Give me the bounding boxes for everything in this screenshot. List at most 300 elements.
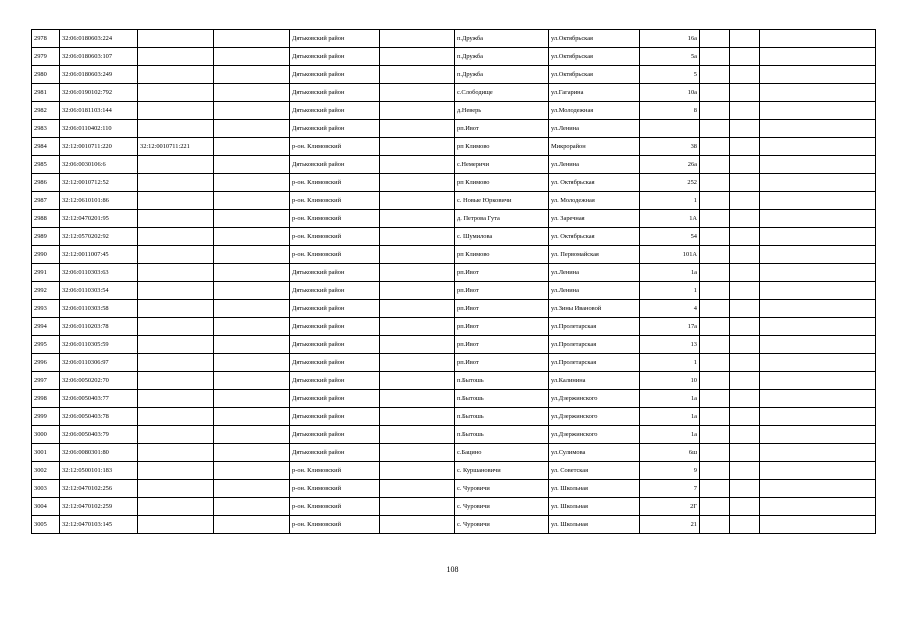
empty-cell <box>700 318 730 336</box>
cadastral-number-cell: 32:06:0080301:80 <box>60 444 138 462</box>
empty-cell <box>730 210 760 228</box>
empty-cell <box>760 426 876 444</box>
row-number-cell: 2987 <box>32 192 60 210</box>
empty-cell <box>760 480 876 498</box>
table-row <box>32 390 876 408</box>
row-number-cell: 2999 <box>32 408 60 426</box>
street-cell: ул. Школьная <box>549 516 640 534</box>
row-number-cell: 2986 <box>32 174 60 192</box>
empty-cell <box>214 192 290 210</box>
table-body <box>32 30 876 534</box>
table-row <box>32 228 876 246</box>
empty-cell <box>760 498 876 516</box>
table-row <box>32 66 876 84</box>
empty-cell <box>700 444 730 462</box>
cadastral-number-cell: 32:12:0610101:86 <box>60 192 138 210</box>
empty-cell <box>760 30 876 48</box>
empty-cell <box>760 228 876 246</box>
empty-cell <box>380 498 455 516</box>
house-number-cell: 101А <box>640 246 700 264</box>
cadastral-number-cell: 32:12:0011007:45 <box>60 246 138 264</box>
locality-cell: с. Чуровичи <box>455 498 549 516</box>
house-number-cell <box>640 120 700 138</box>
table-row <box>32 156 876 174</box>
row-number-cell: 2991 <box>32 264 60 282</box>
empty-cell <box>214 210 290 228</box>
empty-cell <box>760 354 876 372</box>
cadastral-number-cell: 32:06:0050403:77 <box>60 390 138 408</box>
cadastral-number-cell: 32:06:0050403:78 <box>60 408 138 426</box>
empty-cell <box>730 174 760 192</box>
table-row <box>32 174 876 192</box>
cadastral-number-cell: 32:12:0470102:256 <box>60 480 138 498</box>
row-number-cell: 3005 <box>32 516 60 534</box>
empty-cell <box>760 66 876 84</box>
street-cell: ул. Первомайская <box>549 246 640 264</box>
locality-cell: п.Бытошь <box>455 426 549 444</box>
row-number-cell: 2989 <box>32 228 60 246</box>
empty-cell <box>730 498 760 516</box>
house-number-cell: 1а <box>640 408 700 426</box>
empty-cell <box>730 480 760 498</box>
empty-cell <box>380 354 455 372</box>
district-cell: Дятьковский район <box>290 264 380 282</box>
house-number-cell: 6ш <box>640 444 700 462</box>
empty-cell <box>380 444 455 462</box>
house-number-cell: 4 <box>640 300 700 318</box>
street-cell: ул.Пролетарская <box>549 336 640 354</box>
empty-cell <box>214 498 290 516</box>
linked-cadastral-number-cell <box>138 156 214 174</box>
locality-cell: рп Климово <box>455 174 549 192</box>
row-number-cell: 2983 <box>32 120 60 138</box>
locality-cell: рп Климово <box>455 138 549 156</box>
empty-cell <box>214 408 290 426</box>
cadastral-number-cell: 32:06:0180603:224 <box>60 30 138 48</box>
table-row <box>32 120 876 138</box>
empty-cell <box>700 156 730 174</box>
row-number-cell: 3000 <box>32 426 60 444</box>
linked-cadastral-number-cell <box>138 516 214 534</box>
empty-cell <box>700 246 730 264</box>
district-cell: Дятьковский район <box>290 84 380 102</box>
table-row <box>32 516 876 534</box>
empty-cell <box>380 426 455 444</box>
cadastral-number-cell: 32:06:0050202:70 <box>60 372 138 390</box>
empty-cell <box>760 264 876 282</box>
linked-cadastral-number-cell <box>138 192 214 210</box>
empty-cell <box>730 102 760 120</box>
district-cell: Дятьковский район <box>290 336 380 354</box>
locality-cell: п.Бытошь <box>455 372 549 390</box>
empty-cell <box>700 480 730 498</box>
locality-cell: п.Дружба <box>455 48 549 66</box>
empty-cell <box>700 354 730 372</box>
house-number-cell: 5 <box>640 66 700 84</box>
empty-cell <box>380 408 455 426</box>
empty-cell <box>380 102 455 120</box>
locality-cell: с.Немеричи <box>455 156 549 174</box>
locality-cell: с. Куршановичи <box>455 462 549 480</box>
empty-cell <box>700 174 730 192</box>
empty-cell <box>730 192 760 210</box>
street-cell: ул.Пролетарская <box>549 354 640 372</box>
street-cell: ул.Октябрьская <box>549 48 640 66</box>
locality-cell: рп Климово <box>455 246 549 264</box>
street-cell: ул. Октябрьская <box>549 228 640 246</box>
empty-cell <box>700 264 730 282</box>
house-number-cell: 1а <box>640 390 700 408</box>
row-number-cell: 2984 <box>32 138 60 156</box>
linked-cadastral-number-cell <box>138 48 214 66</box>
empty-cell <box>214 516 290 534</box>
empty-cell <box>730 408 760 426</box>
empty-cell <box>214 66 290 84</box>
table-row <box>32 192 876 210</box>
table-row <box>32 264 876 282</box>
empty-cell <box>730 354 760 372</box>
district-cell: Дятьковский район <box>290 426 380 444</box>
district-cell: Дятьковский район <box>290 444 380 462</box>
street-cell: ул. Заречная <box>549 210 640 228</box>
empty-cell <box>730 138 760 156</box>
locality-cell: с. Чуровичи <box>455 480 549 498</box>
empty-cell <box>730 300 760 318</box>
empty-cell <box>730 30 760 48</box>
empty-cell <box>380 282 455 300</box>
locality-cell: с. Чуровичи <box>455 516 549 534</box>
empty-cell <box>214 120 290 138</box>
empty-cell <box>730 318 760 336</box>
linked-cadastral-number-cell <box>138 426 214 444</box>
empty-cell <box>760 390 876 408</box>
table-row <box>32 84 876 102</box>
street-cell: ул.Гагарина <box>549 84 640 102</box>
street-cell: ул.Дзержинского <box>549 408 640 426</box>
empty-cell <box>760 282 876 300</box>
row-number-cell: 2978 <box>32 30 60 48</box>
street-cell: ул. Школьная <box>549 498 640 516</box>
empty-cell <box>380 30 455 48</box>
empty-cell <box>730 48 760 66</box>
cadastral-number-cell: 32:12:0010712:52 <box>60 174 138 192</box>
empty-cell <box>700 102 730 120</box>
row-number-cell: 2981 <box>32 84 60 102</box>
locality-cell: с.Бацино <box>455 444 549 462</box>
house-number-cell: 2Г <box>640 498 700 516</box>
table-row <box>32 444 876 462</box>
house-number-cell: 10 <box>640 372 700 390</box>
empty-cell <box>380 84 455 102</box>
empty-cell <box>214 48 290 66</box>
row-number-cell: 2997 <box>32 372 60 390</box>
cadastral-number-cell: 32:06:0110303:54 <box>60 282 138 300</box>
house-number-cell: 252 <box>640 174 700 192</box>
row-number-cell: 3001 <box>32 444 60 462</box>
empty-cell <box>214 228 290 246</box>
empty-cell <box>730 426 760 444</box>
linked-cadastral-number-cell <box>138 30 214 48</box>
cadastral-number-cell: 32:12:0470102:259 <box>60 498 138 516</box>
table-row <box>32 498 876 516</box>
street-cell: ул.Дзержинского <box>549 426 640 444</box>
cadastral-number-cell: 32:06:0110402:110 <box>60 120 138 138</box>
cadastral-number-cell: 32:06:0110305:59 <box>60 336 138 354</box>
district-cell: р-он. Климовский <box>290 462 380 480</box>
empty-cell <box>380 228 455 246</box>
district-cell: р-он. Климовский <box>290 480 380 498</box>
house-number-cell: 1А <box>640 210 700 228</box>
empty-cell <box>700 372 730 390</box>
locality-cell: д. Петрова Гута <box>455 210 549 228</box>
district-cell: Дятьковский район <box>290 282 380 300</box>
linked-cadastral-number-cell <box>138 228 214 246</box>
empty-cell <box>700 120 730 138</box>
empty-cell <box>214 480 290 498</box>
locality-cell: с. Шумилова <box>455 228 549 246</box>
cadastral-number-cell: 32:06:0190102:792 <box>60 84 138 102</box>
street-cell: ул.Октябрьская <box>549 66 640 84</box>
row-number-cell: 2980 <box>32 66 60 84</box>
locality-cell: п.Дружба <box>455 66 549 84</box>
empty-cell <box>760 84 876 102</box>
district-cell: р-он. Климовский <box>290 174 380 192</box>
district-cell: р-он. Климовский <box>290 246 380 264</box>
page-number: 108 <box>446 565 459 574</box>
house-number-cell: 16а <box>640 30 700 48</box>
linked-cadastral-number-cell <box>138 120 214 138</box>
locality-cell: рп.Ивот <box>455 120 549 138</box>
linked-cadastral-number-cell <box>138 498 214 516</box>
district-cell: р-он. Климовский <box>290 138 380 156</box>
empty-cell <box>730 228 760 246</box>
row-number-cell: 2998 <box>32 390 60 408</box>
empty-cell <box>760 444 876 462</box>
empty-cell <box>700 426 730 444</box>
empty-cell <box>700 30 730 48</box>
empty-cell <box>380 336 455 354</box>
empty-cell <box>760 408 876 426</box>
row-number-cell: 2994 <box>32 318 60 336</box>
empty-cell <box>380 480 455 498</box>
table-row <box>32 318 876 336</box>
table-row <box>32 336 876 354</box>
street-cell: ул.Ленина <box>549 120 640 138</box>
linked-cadastral-number-cell <box>138 246 214 264</box>
house-number-cell: 1 <box>640 354 700 372</box>
linked-cadastral-number-cell: 32:12:0010711:221 <box>138 138 214 156</box>
empty-cell <box>760 138 876 156</box>
linked-cadastral-number-cell <box>138 390 214 408</box>
district-cell: р-он. Климовский <box>290 498 380 516</box>
cadastral-number-cell: 32:06:0110306:97 <box>60 354 138 372</box>
empty-cell <box>380 390 455 408</box>
empty-cell <box>214 426 290 444</box>
empty-cell <box>214 156 290 174</box>
empty-cell <box>760 102 876 120</box>
empty-cell <box>380 318 455 336</box>
empty-cell <box>380 120 455 138</box>
table-row <box>32 48 876 66</box>
table-row <box>32 426 876 444</box>
row-number-cell: 3004 <box>32 498 60 516</box>
empty-cell <box>380 264 455 282</box>
house-number-cell: 26а <box>640 156 700 174</box>
empty-cell <box>214 30 290 48</box>
locality-cell: рп.Ивот <box>455 264 549 282</box>
empty-cell <box>214 246 290 264</box>
table-row <box>32 282 876 300</box>
row-number-cell: 2990 <box>32 246 60 264</box>
empty-cell <box>214 462 290 480</box>
empty-cell <box>380 516 455 534</box>
cadastral-number-cell: 32:06:0181103:144 <box>60 102 138 120</box>
empty-cell <box>700 498 730 516</box>
linked-cadastral-number-cell <box>138 318 214 336</box>
street-cell: Микрорайон <box>549 138 640 156</box>
empty-cell <box>380 156 455 174</box>
empty-cell <box>700 138 730 156</box>
empty-cell <box>700 282 730 300</box>
district-cell: Дятьковский район <box>290 408 380 426</box>
district-cell: Дятьковский район <box>290 66 380 84</box>
empty-cell <box>380 66 455 84</box>
row-number-cell: 3003 <box>32 480 60 498</box>
locality-cell: рп.Ивот <box>455 282 549 300</box>
street-cell: ул.Пролетарская <box>549 318 640 336</box>
empty-cell <box>214 102 290 120</box>
empty-cell <box>380 48 455 66</box>
empty-cell <box>700 192 730 210</box>
empty-cell <box>380 372 455 390</box>
cadastral-number-cell: 32:12:0500101:183 <box>60 462 138 480</box>
empty-cell <box>760 300 876 318</box>
cadastral-number-cell: 32:06:0110203:78 <box>60 318 138 336</box>
empty-cell <box>760 336 876 354</box>
empty-cell <box>760 318 876 336</box>
linked-cadastral-number-cell <box>138 66 214 84</box>
cadastral-number-cell: 32:06:0180603:249 <box>60 66 138 84</box>
street-cell: ул.Октябрьская <box>549 30 640 48</box>
row-number-cell: 3002 <box>32 462 60 480</box>
district-cell: Дятьковский район <box>290 318 380 336</box>
empty-cell <box>214 300 290 318</box>
linked-cadastral-number-cell <box>138 372 214 390</box>
district-cell: Дятьковский район <box>290 156 380 174</box>
row-number-cell: 2993 <box>32 300 60 318</box>
district-cell: Дятьковский район <box>290 30 380 48</box>
linked-cadastral-number-cell <box>138 282 214 300</box>
row-number-cell: 2988 <box>32 210 60 228</box>
empty-cell <box>760 372 876 390</box>
row-number-cell: 2992 <box>32 282 60 300</box>
empty-cell <box>214 174 290 192</box>
table-row <box>32 102 876 120</box>
empty-cell <box>730 66 760 84</box>
empty-cell <box>730 120 760 138</box>
house-number-cell: 1а <box>640 426 700 444</box>
empty-cell <box>760 192 876 210</box>
empty-cell <box>730 156 760 174</box>
district-cell: р-он. Климовский <box>290 210 380 228</box>
empty-cell <box>730 390 760 408</box>
empty-cell <box>380 210 455 228</box>
linked-cadastral-number-cell <box>138 408 214 426</box>
empty-cell <box>214 84 290 102</box>
empty-cell <box>700 210 730 228</box>
empty-cell <box>214 444 290 462</box>
table-row <box>32 210 876 228</box>
linked-cadastral-number-cell <box>138 354 214 372</box>
empty-cell <box>700 300 730 318</box>
row-number-cell: 2982 <box>32 102 60 120</box>
empty-cell <box>760 210 876 228</box>
street-cell: ул.Сулимова <box>549 444 640 462</box>
empty-cell <box>730 516 760 534</box>
empty-cell <box>380 300 455 318</box>
house-number-cell: 54 <box>640 228 700 246</box>
house-number-cell: 1 <box>640 192 700 210</box>
house-number-cell: 7 <box>640 480 700 498</box>
empty-cell <box>760 246 876 264</box>
linked-cadastral-number-cell <box>138 210 214 228</box>
street-cell: ул. Школьная <box>549 480 640 498</box>
district-cell: р-он. Климовский <box>290 516 380 534</box>
table-row <box>32 462 876 480</box>
house-number-cell: 1а <box>640 264 700 282</box>
table-row <box>32 372 876 390</box>
empty-cell <box>760 516 876 534</box>
locality-cell: рп.Ивот <box>455 336 549 354</box>
register-sheet <box>31 29 876 534</box>
street-cell: ул.Молодежная <box>549 102 640 120</box>
street-cell: ул.Ленина <box>549 264 640 282</box>
locality-cell: с. Новые Юрковичи <box>455 192 549 210</box>
empty-cell <box>760 462 876 480</box>
linked-cadastral-number-cell <box>138 174 214 192</box>
cadastral-number-cell: 32:06:0110303:63 <box>60 264 138 282</box>
empty-cell <box>730 372 760 390</box>
locality-cell: рп.Ивот <box>455 354 549 372</box>
house-number-cell: 9 <box>640 462 700 480</box>
empty-cell <box>700 336 730 354</box>
linked-cadastral-number-cell <box>138 336 214 354</box>
empty-cell <box>214 354 290 372</box>
table-row <box>32 408 876 426</box>
house-number-cell: 38 <box>640 138 700 156</box>
district-cell: Дятьковский район <box>290 372 380 390</box>
cadastral-number-cell: 32:06:0180603:107 <box>60 48 138 66</box>
locality-cell: рп.Ивот <box>455 318 549 336</box>
empty-cell <box>730 264 760 282</box>
house-number-cell: 21 <box>640 516 700 534</box>
locality-cell: с.Слободище <box>455 84 549 102</box>
house-number-cell: 10а <box>640 84 700 102</box>
street-cell: ул.Калинина <box>549 372 640 390</box>
house-number-cell: 5а <box>640 48 700 66</box>
empty-cell <box>380 462 455 480</box>
house-number-cell: 8 <box>640 102 700 120</box>
street-cell: ул.Зины Ивановой <box>549 300 640 318</box>
row-number-cell: 2996 <box>32 354 60 372</box>
linked-cadastral-number-cell <box>138 300 214 318</box>
cadastral-number-cell: 32:06:0110303:58 <box>60 300 138 318</box>
empty-cell <box>214 372 290 390</box>
empty-cell <box>214 264 290 282</box>
street-cell: ул. Октябрьская <box>549 174 640 192</box>
table-row <box>32 30 876 48</box>
linked-cadastral-number-cell <box>138 84 214 102</box>
